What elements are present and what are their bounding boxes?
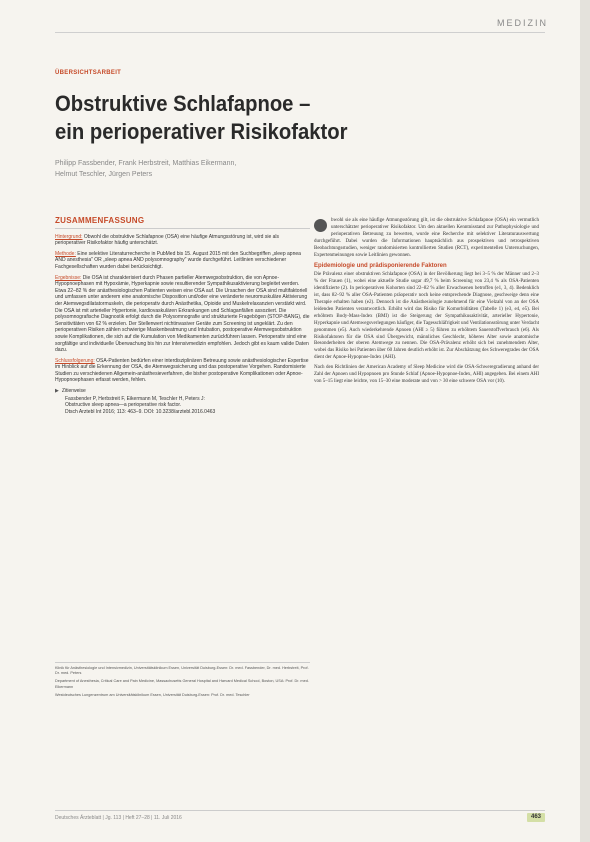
summary-conclusion [55,358,310,384]
body-column [314,218,539,389]
header-rule [55,32,545,33]
intro-text: bwohl sie als eine häufige Atmungsstörung gilt, ist die obstruktive Schlafapnoe (OSA) ein vermutlich unterschätzter perioperativer Risikofaktor. Um den aktuellen Kenntnisstand zur Pathophysiologie und perioperativen Betreuung zu bewerten, wurde eine Recherche mit selektiver Literaturauswertung durchgeführt. Dabei wurden die Informationen hauptsächlich aus prospektiven und retrospektiven Beobachtungsstudien, weniger randomisierten kontrollierten Studien (RCT), experimentellen Untersuchungen, Expertenmeinungen sowie Leitlinien gewonnen. [314,218,539,258]
title-line-1: Obstruktive Schlafapnoe – [55,91,311,116]
background-text: Obwohl die obstruktive Schlafapnoe (OSA) eine häufige Atmungsstörung ist, wird sie als perioperativer Risikofaktor häufig unterschätzt. [55,233,280,247]
affiliations-rule [55,662,310,663]
citation-authors: Fassbender P, Herbstreit F, Eikermann M, Teschler H, Peters J: [65,395,205,402]
affiliations [55,662,310,701]
methods-label: Methode: [55,250,76,257]
results-text: Die OSA ist charakterisiert durch Phasen partieller Atemwegsobstruktion, die von Apnoe-Hypopnoephasen mit Hypoxämie, Hyperkapnie sowie resultierender Sympathikusaktivierung begleitet werden. Etwa 22–82 % der anästhesiologischen Patienten weisen eine OSA auf. Die Ursachen der OSA sind multifaktoriell und umfassen unter anderem eine anatomische Disposition und/oder eine veränderte neuromuskuläre Aktivierung der Atemwegsdilatatormuskeln, die perioperativ durch Anästhetika, Opioide und Muskelrelaxanzien verstärkt wird. Die OSA ist mit arterieller Hypertonie, kardiovaskulären Erkrankungen und Schlaganfällen assoziiert. Die polysomnografische Diagnostik erfolgt durch die Polysomnografie und strukturierte Fragebögen (STOP-BANG), die Sensitivitäten von 62 % erzielen. Der Stellenwert nichtinvasiver Geräte zum Screening ist ungeklärt. Zu den perioperativen Risiken zählen schwierige Maskenbeatmung und Intubation, postoperative Atemwegsobstruktion sowie Komplikationen, die sich auf die Kumulation von Medikamenten zurückführen lassen. Perioperativ sind eine sorgfältige und individuelle Überwachung bis hin zur Intensivmedizin empfohlen. Jedoch gibt es kaum valide Daten dazu. [55,274,310,354]
article-title [55,90,441,146]
summary-methods [55,251,310,271]
journal-citation: Deutsches Ärzteblatt | Jg. 113 | Heft 27–28 | 11. Juli 2016 [55,815,182,821]
summary-heading: ZUSAMMENFASSUNG [55,216,145,225]
drop-cap-icon [314,219,327,232]
citation-header [55,388,310,395]
summary-rule [55,228,310,229]
citation-source: Dtsch Arztebl Int 2016; 113: 463–9. DOI: 10.3238/arztebl.2016.0463 [65,408,216,415]
citation-block [55,388,310,415]
affiliation-2: Department of Anesthesia, Critical Care and Pain Medicine, Massachusetts General Hospital and Harvard Medical School, Boston, USA: Prof. Dr. med. Eikermann [55,679,309,689]
conclusion-text: OSA-Patienten bedürfen einer interdisziplinären Betreuung sowie anästhesiologischer Expertise im Hinblick auf die Erkennung der OSA, die Atemwegssicherung und das postoperative Vorgehen. Randomisierte Studien zu verschiedenen Allgemein-anästhesieverfahren, die bisher postoperative Komplikationen oder Apnoe-Hypopnoephasen erfasst werden, fehlen. [55,357,309,384]
citation-title: Obstructive sleep apnea—a perioperative risk factor. [65,402,182,409]
section-heading-epidemiology: Epidemiologie und prädisponierende Faktoren [314,263,447,270]
affiliation-3: Westdeutsches Lungenzentrum am Universitätsklinikum Essen, Universität Duisburg-Essen: Prof. Dr. med. Teschler [55,692,250,697]
section-label: MEDIZIN [497,18,548,28]
triangle-icon: ▶ [55,388,59,395]
article-type: ÜBERSICHTSARBEIT [55,70,122,76]
authors-line-1: Philipp Fassbender, Frank Herbstreit, Matthias Eikermann, [55,160,237,167]
affiliation-1: Klinik für Anästhesiologie und Intensivmedizin, Universitätsklinikum Essen, Universität Duisburg-Essen: Dr. med. Fassbender, Dr. med. Herbstreit, Prof. Dr. med. Peters [55,666,309,676]
page-number: 463 [527,813,545,822]
summary-results [55,275,310,354]
author-list [55,158,415,180]
footer-rule [55,810,545,811]
citation-label: Zitierweise [61,388,86,395]
methods-text: Eine selektive Literaturrecherche in PubMed bis 15. August 2015 mit den Suchbegriffen „sleep apnea AND anesthesia" OR „sleep apnea AND polysomnography" wurde durchgeführt. Leitlinien verschiedener Fachgesellschaften wurden dabei berücksichtigt. [55,250,301,270]
background-label: Hintergrund: [55,233,83,240]
summary-background [55,234,310,247]
authors-line-2: Helmut Teschler, Jürgen Peters [55,171,153,178]
citation-body [55,396,310,416]
scan-edge [580,0,590,842]
intro-paragraph [314,218,539,259]
severity-paragraph: Nach den Richtlinien der American Academy of Sleep Medicine wird die OSA-Schweregradierung anhand der Zahl der Apnoen und Hypopnoen pro Stunde Schlaf (Apnoe-Hypopnoe-Index, AHI) angegeben. Bei einem AHI von 5–15 liegt eine leichte, von 15–30 eine moderate und von > 30 eine schwere OSA vor (10). [314,365,539,384]
conclusion-label: Schlussfolgerung: [55,357,95,364]
title-line-2: ein perioperativer Risikofaktor [55,119,348,144]
epidemiology-paragraph: Die Prävalenz einer obstruktiven Schlafapnoe (OSA) in der Bevölkerung liegt bei 3–5 % der Männer und 2–3 % der Frauen (1), wobei eine aktuelle Studie sogar 49,7 % beim Screening von 23,4 % als OSA-Patienten identifizierte (2). In perioperativen Kohorten sind 22–82 % aller Erwachsenen betroffen (e1, 3, 4). Bedenklich ist, dass 82–92 % aller OSA-Patienten präoperativ noch keine entsprechende Diagnose, geschweige denn eine Therapie erhalten haben (e2). Dennoch ist die Anästhesiologie zunehmend für eine Vielzahl von an der OSA leidenden Patienten verantwortlich. Erhöht wird das Risiko für Komorbiditäten (Tabelle 1) (e3, e4, e5). Bei erhöhtem Body-Mass-Index (BMI) ist die Steigerung der Sympathikusaktivität, arterieller Hypertonie, Hyperkapnie und Atemwegsverlegungen häufiger, die Tagesschläfrigkeit und Ventilationsstörung unter Verdacht genommen (e5). Auch wiederkehrende Apnoen (AHI ≥ 5) führen zu erhöhtem Sauerstoffverbrauch (e6). Als Risikofaktoren für die OSA sind Übergewicht, männliches Geschlecht, höheres Alter sowie anatomische Besonderheiten der oberen Atemwege zu nennen. Die OSA-Prävalenz erhöht sich bei zunehmendem Alter, wobei das Risiko bei Patienten über 60 Jahren deutlich erhöht ist. Zur Abschätzung des Schweregrades der OSA dient der Apnoe-Hypopnoe-Index (AHI). [314,272,539,361]
summary-box [55,218,310,415]
results-label: Ergebnisse: [55,274,82,281]
